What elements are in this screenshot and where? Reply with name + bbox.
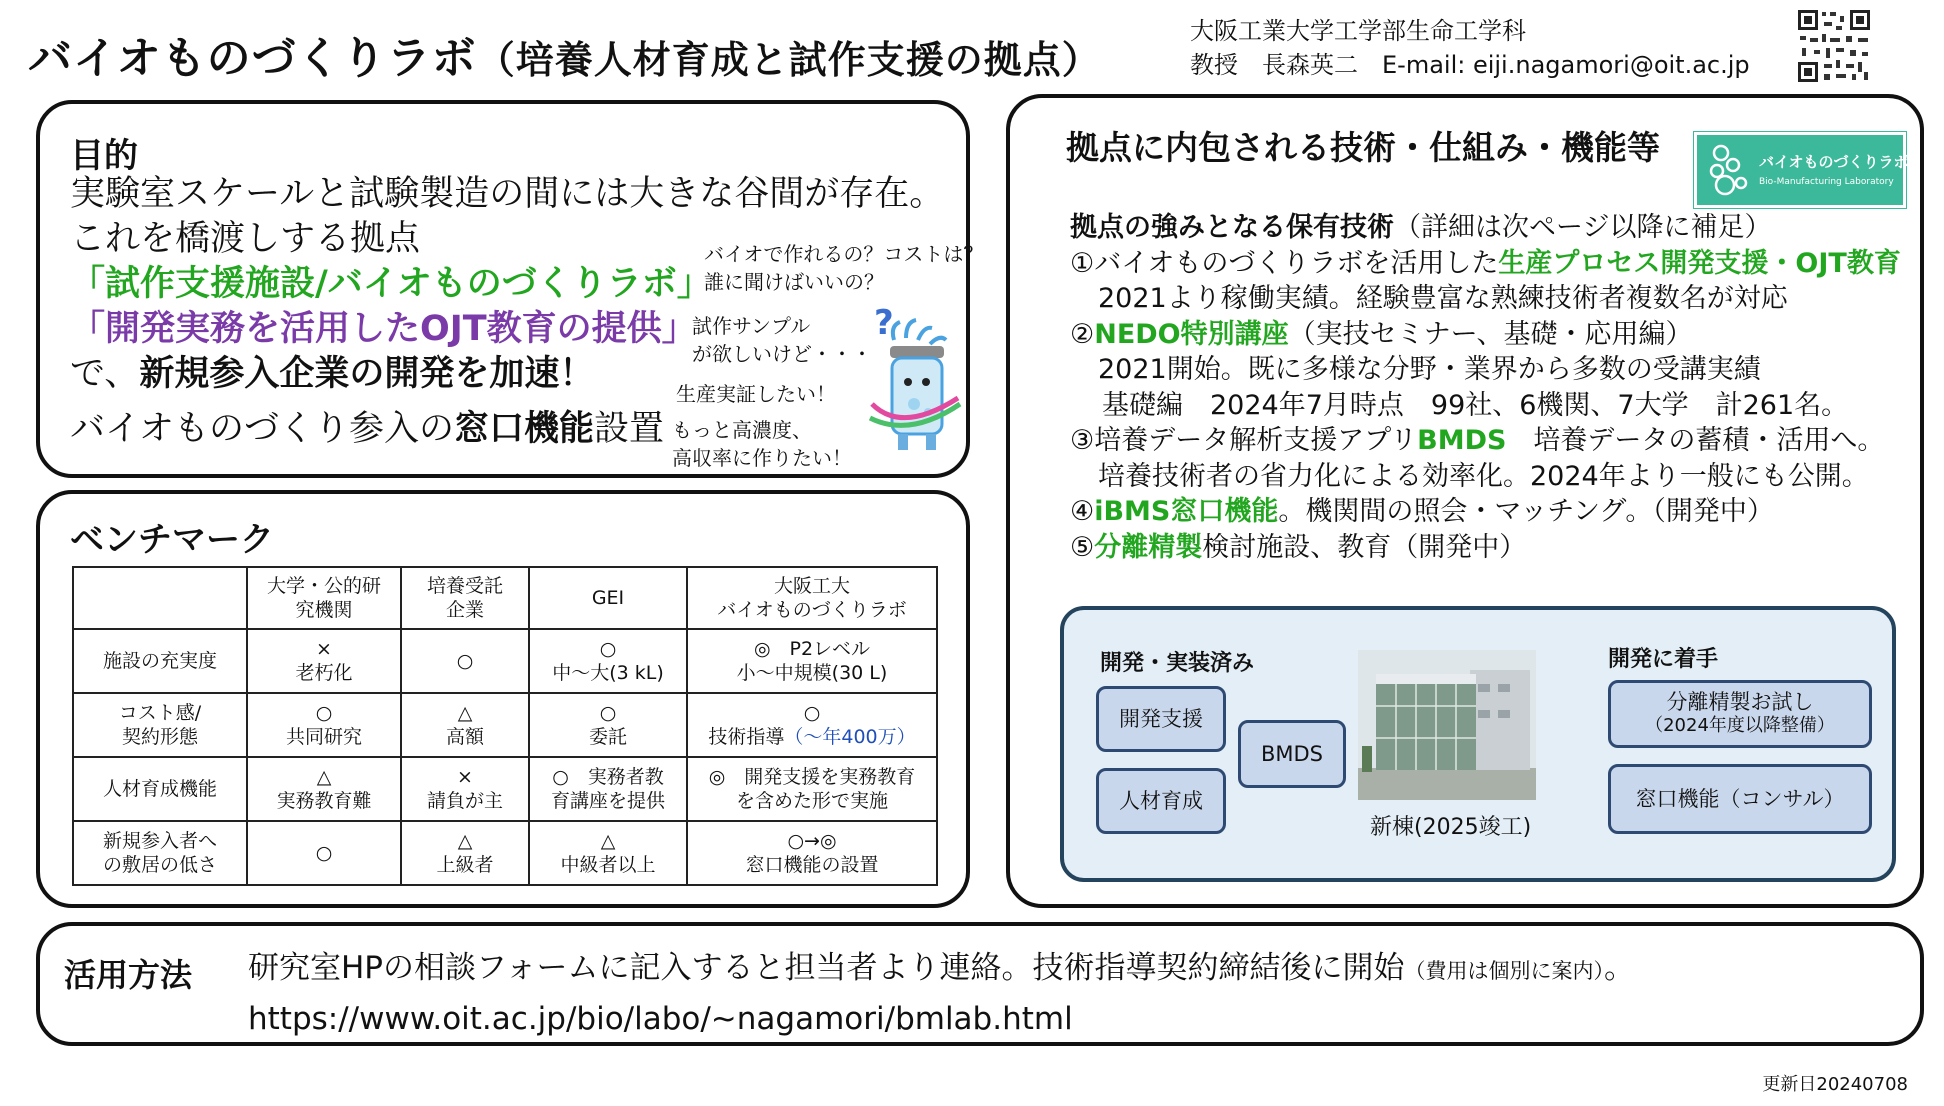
bubbles-icon [1703, 143, 1753, 197]
cell-mark: ○→◎ [787, 830, 837, 852]
row-header [73, 821, 247, 885]
purpose-panel [36, 100, 984, 478]
title-main: バイオものづくりラボ [28, 33, 477, 84]
box-text: 人材育成 [1119, 789, 1203, 813]
text-green: 分離精製 [1094, 531, 1203, 563]
table-cell [529, 693, 687, 757]
title-sub: （培養人材育成と試作支援の拠点） [476, 38, 1101, 82]
cell-text: 小～中規模(30 L) [736, 662, 888, 684]
table-corner [73, 567, 247, 629]
header-text: 大学・公的研 [266, 575, 381, 597]
benchmark-panel [36, 490, 970, 908]
text: 検討施設、教育（開発中） [1202, 531, 1527, 563]
benchmark-heading: ベンチマーク [70, 520, 274, 560]
quote-2 [692, 312, 872, 368]
text: 設置 [593, 409, 664, 449]
cell-mark: × [316, 638, 332, 660]
box-text: 分離精製お試し [1666, 690, 1814, 714]
text: 技術指導 [708, 726, 785, 748]
cell-mark: × [457, 766, 473, 788]
text: 。機関間の照会・マッチング。（開発中） [1278, 496, 1774, 527]
cell-mark: ○ [599, 638, 617, 660]
text-bold: 窓口機能 [453, 409, 594, 449]
cell-text: 老朽化 [295, 662, 353, 684]
cell-mark: △ [457, 702, 473, 724]
row-header [73, 757, 247, 821]
qr-code-icon[interactable] [1796, 8, 1872, 84]
text-green: BMDS [1417, 425, 1507, 456]
text: ①バイオものづくりラボを活用した [1070, 247, 1499, 279]
hr-training-box [1096, 768, 1226, 834]
updated-date: 更新日20240708 [1762, 1074, 1908, 1095]
table-cell [529, 757, 687, 821]
text-small: （費用は個別に案内） [1404, 959, 1604, 983]
header-text: 企業 [445, 599, 484, 621]
purpose-line-highlight: 「開発実務を活用したOJT教育の提供」 [70, 309, 697, 349]
text: ③培養データ解析支援アプリ [1070, 425, 1418, 456]
text: バイオものづくり参入の [70, 409, 454, 449]
usage-heading: 活用方法 [64, 956, 193, 994]
done-label: 開発・実装済み [1100, 651, 1255, 676]
usage-panel [36, 922, 1924, 1046]
dev-support-box [1096, 686, 1226, 752]
usage-body [248, 944, 1635, 1043]
text: （実技セミナー、基礎・応用編） [1288, 318, 1693, 350]
purpose-line: これを橋渡しする拠点 [70, 219, 421, 259]
tech-item-2 [1070, 317, 1901, 353]
sep-trial-box [1608, 680, 1872, 748]
table-cell [247, 821, 401, 885]
header-text: 培養受託 [426, 575, 503, 597]
cell-mark: ○ [315, 842, 333, 864]
column-header [401, 567, 529, 629]
svg-text:?: ? [874, 303, 894, 343]
table-cell [687, 821, 937, 885]
cell-text: 窓口機能の設置 [745, 854, 879, 876]
table-cell [529, 821, 687, 885]
tech-item-1-detail: 2021より稼働実績。経験豊富な熟練技術者複数名が対応 [1098, 283, 1788, 314]
column-header [529, 567, 687, 629]
header-text: GEI [591, 587, 625, 609]
cell-mark: ○ [456, 650, 474, 672]
row-header-text: 人材育成機能 [102, 778, 217, 800]
tech-item-3 [1070, 423, 1901, 459]
tech-item-4 [1070, 494, 1901, 530]
table-row [73, 821, 937, 885]
tech-list [1070, 210, 1901, 565]
quote-text: バイオで作れるの？コストは？ [704, 242, 984, 266]
tech-item-1 [1070, 246, 1901, 282]
tech-panel [1006, 94, 1924, 908]
table-cell [401, 757, 529, 821]
cell-mark: △ [316, 766, 332, 788]
row-header [73, 693, 247, 757]
row-header-text: 施設の充実度 [102, 650, 217, 672]
quote-text: 試作サンプル [692, 314, 811, 338]
cell-mark: ◎ 開発支援を実務教育 [708, 766, 916, 788]
text: ④ [1070, 496, 1095, 527]
table-cell [247, 693, 401, 757]
cell-text: 上級者 [436, 854, 494, 876]
header-text: 究機関 [295, 599, 353, 621]
tech-item-2-detail: 基礎編 2024年7月時点 99社、6機関、7大学 計261名。 [1102, 389, 1849, 421]
text: 培養データの蓄積・活用へ。 [1506, 425, 1885, 456]
quote-text: 誰に聞けばいいの？ [704, 270, 884, 294]
row-header-text: コスト感/ [118, 702, 202, 724]
table-cell [687, 693, 937, 757]
box-text: BMDS [1260, 742, 1324, 766]
text: ⑤ [1070, 531, 1095, 563]
building-caption: 新棟(2025竣工) [1370, 815, 1532, 840]
cell-text: を含めた形で実施 [735, 790, 888, 812]
cell-text: 共同研究 [285, 726, 362, 748]
tech-heading: 拠点に内包される技術・仕組み・機能等 [1066, 128, 1660, 167]
purpose-line-highlight: 「試作支援施設/バイオものづくりラボ」 [70, 264, 712, 304]
table-cell [401, 629, 529, 693]
purpose-line: 実験室スケールと試験製造の間には大きな谷間が存在。 [70, 174, 945, 214]
logo-title: バイオものづくりラボ [1759, 153, 1909, 171]
text: ② [1070, 318, 1095, 350]
row-header-text: 契約形態 [121, 726, 198, 748]
usage-line [248, 944, 1635, 995]
lab-logo [1694, 132, 1909, 208]
cell-mark: ○ 実務者教 [552, 766, 664, 788]
column-header [687, 567, 937, 629]
table-cell [247, 757, 401, 821]
cell-text [694, 725, 930, 749]
text: で、 [70, 354, 140, 394]
table-row [73, 629, 937, 693]
cell-text: 中級者以上 [560, 854, 656, 876]
cell-mark: △ [600, 830, 616, 852]
cell-text: 高額 [445, 726, 484, 748]
tech-item-2-detail: 2021開始。既に多様な分野・業界から多数の受講実績 [1098, 354, 1761, 385]
cell-text: 請負が主 [426, 790, 503, 812]
text: 研究室HPの相談フォームに記入すると担当者より連絡。技術指導契約締結後に開始 [248, 950, 1405, 986]
page-title [28, 22, 1101, 86]
box-text-small: （2024年度以降整備） [1645, 715, 1835, 736]
quote-3: 生産実証したい！ [676, 382, 836, 406]
text-bold: 新規参入企業の開発を加速！ [139, 354, 595, 394]
row-header-text: 新規参入者へ [102, 830, 217, 852]
box-text: 開発支援 [1119, 707, 1203, 731]
table-row [73, 693, 937, 757]
table-cell [687, 757, 937, 821]
column-header [247, 567, 401, 629]
header-text: 大阪工大 [773, 575, 850, 597]
logo-subtitle: Bio-Manufacturing Laboratory [1759, 177, 1894, 187]
text: 。 [1603, 950, 1635, 986]
table-header-row [73, 567, 937, 629]
start-label: 開発に着手 [1608, 647, 1719, 672]
row-header-text: の敷居の低さ [102, 854, 217, 876]
building-image [1358, 650, 1536, 800]
usage-url[interactable]: https://www.oit.ac.jp/bio/labo/~nagamori/bmlab.html [248, 1001, 1073, 1037]
table-cell [401, 693, 529, 757]
quote-text: 高収率に作りたい！ [672, 446, 852, 470]
affiliation: 大阪工業大学工学部生命工学科 [1190, 17, 1526, 45]
header-text: バイオものづくりラボ [717, 599, 907, 621]
table-cell [687, 629, 937, 693]
cell-mark: ○ [599, 702, 617, 724]
quote-4 [672, 416, 852, 472]
cell-text: 中～大(3 kL) [552, 662, 664, 684]
row-header [73, 629, 247, 693]
box-text: 窓口機能（コンサル） [1635, 787, 1845, 811]
table-cell [529, 629, 687, 693]
quote-text: が欲しいけど・・・ [692, 342, 872, 366]
cell-text: 委託 [588, 726, 627, 748]
bioreactor-mascot-icon [854, 300, 970, 456]
bmds-box [1238, 720, 1346, 788]
table-cell [247, 629, 401, 693]
text: （詳細は次ページ以降に補足） [1394, 212, 1772, 243]
cell-mark: ○ [803, 702, 821, 724]
contact: 教授 長森英二 E-mail: eiji.nagamori@oit.ac.jp [1190, 51, 1750, 79]
cell-mark: △ [457, 830, 473, 852]
purpose-heading: 目的 [70, 136, 138, 176]
tech-item-3-detail: 培養技術者の省力化による効率化。2024年より一般にも公開。 [1098, 460, 1869, 492]
text-bold: 拠点の強みとなる保有技術 [1070, 212, 1394, 243]
window-box [1608, 764, 1872, 834]
strength-heading [1070, 210, 1901, 246]
cell-text: 実務教育難 [276, 790, 372, 812]
affiliation-block [1190, 14, 1750, 82]
text-green: iBMS窓口機能 [1094, 496, 1279, 527]
table-row [73, 757, 937, 821]
table-cell [401, 821, 529, 885]
cell-text: 育講座を提供 [550, 790, 665, 812]
benchmark-table [72, 566, 938, 886]
text-green: NEDO特別講座 [1094, 318, 1289, 350]
quote-text: もっと高濃度、 [672, 418, 812, 442]
text-green: 生産プロセス開発支援・OJT教育 [1498, 247, 1901, 279]
text-blue: （～年400万） [784, 726, 916, 748]
cell-mark: ◎ P2レベル [753, 638, 871, 660]
facility-diagram [1060, 606, 1896, 882]
tech-item-5 [1070, 530, 1901, 566]
quote-1 [704, 240, 983, 296]
cell-mark: ○ [315, 702, 333, 724]
